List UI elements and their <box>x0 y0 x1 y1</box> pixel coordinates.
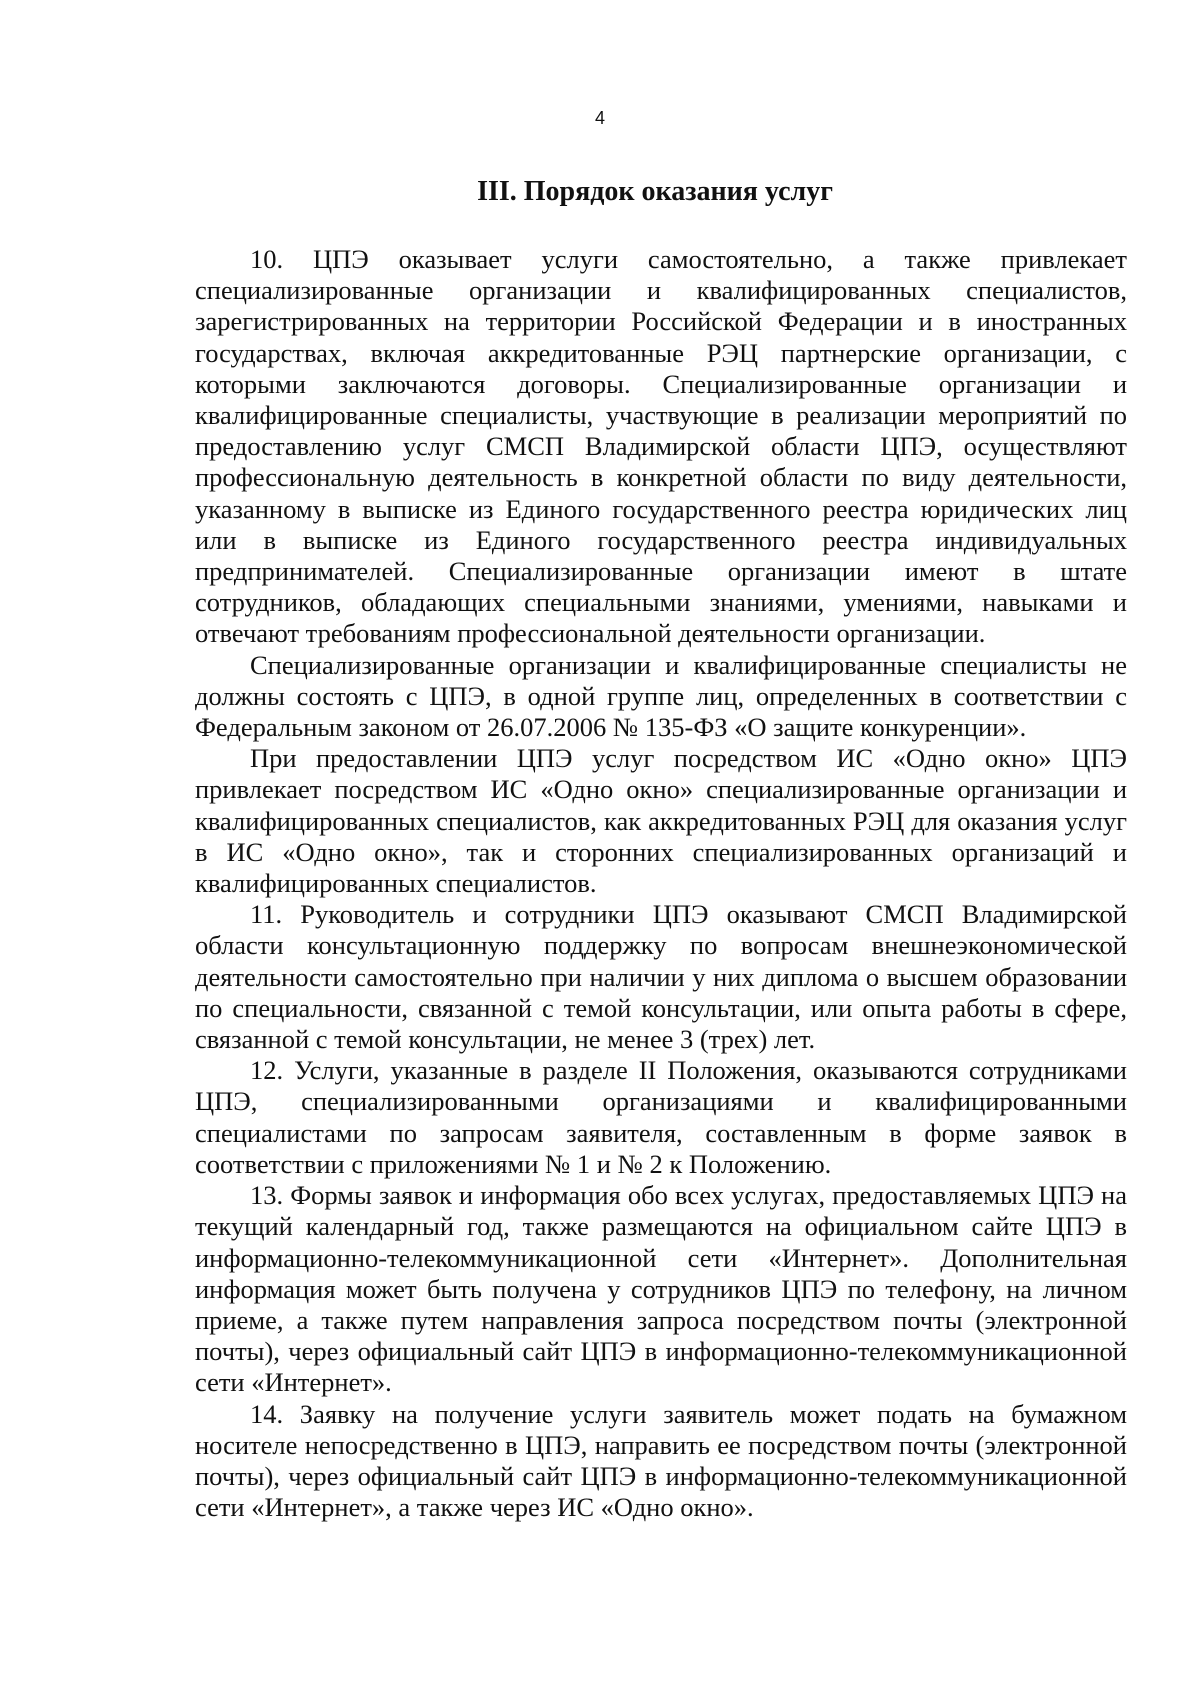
paragraph-11: 11. Руководитель и сотрудники ЦПЭ оказывают СМСП Владимирской области консультационную поддержку по вопросам внешнеэкономической деятельности самостоятельно при наличии у них диплома о высшем образовании по специальности, связанной с темой консультации, или опыта работы в сфере, связанной с темой консультации, не менее 3 (трех) лет. <box>195 899 1127 1055</box>
section-title: III. Порядок оказания услуг <box>477 176 833 207</box>
document-body <box>195 244 1127 1523</box>
paragraph-13: 13. Формы заявок и информация обо всех услугах, предоставляемых ЦПЭ на текущий календарный год, также размещаются на официальном сайте ЦПЭ в информационно-телекоммуникационной сети «Интернет». Дополнительная информация может быть получена у сотрудников ЦПЭ по телефону, на личном приеме, а также путем направления запроса посредством почты (электронной почты), через официальный сайт ЦПЭ в информационно-телекоммуникационной сети «Интернет». <box>195 1180 1127 1398</box>
paragraph-10: 10. ЦПЭ оказывает услуги самостоятельно, а также привлекает специализированные организации и квалифицированных специалистов, зарегистрированных на территории Российской Федерации и в иностранных государствах, включая аккредитованные РЭЦ партнерские организации, с которыми заключаются договоры. Специализированные организации и квалифицированные специалисты, участвующие в реализации мероприятий по предоставлению услуг СМСП Владимирской области ЦПЭ, осуществляют профессиональную деятельность в конкретной области по виду деятельности, указанному в выписке из Единого государственного реестра юридических лиц или в выписке из Единого государственного реестра индивидуальных предпринимателей. Специализированные организации имеют в штате сотрудников, обладающих специальными знаниями, умениями, навыками и отвечают требованиям профессиональной деятельности организации. <box>195 244 1127 649</box>
paragraph-10-one-window: При предоставлении ЦПЭ услуг посредством ИС «Одно окно» ЦПЭ привлекает посредством ИС «Одно окно» специализированные организации и квалифицированных специалистов, как аккредитованных РЭЦ для оказания услуг в ИС «Одно окно», так и сторонних специализированных организаций и квалифицированных специалистов. <box>195 743 1127 899</box>
paragraph-10-affiliation: Специализированные организации и квалифицированные специалисты не должны состоять с ЦПЭ, в одной группе лиц, определенных в соответствии с Федеральным законом от 26.07.2006 № 135-ФЗ «О защите конкуренции». <box>195 649 1127 743</box>
paragraph-14: 14. Заявку на получение услуги заявитель может подать на бумажном носителе непосредственно в ЦПЭ, направить ее посредством почты (электронной почты), через официальный сайт ЦПЭ в информационно-телекоммуникационной сети «Интернет», а также через ИС «Одно окно». <box>195 1398 1127 1523</box>
page-number: 4 <box>594 108 605 128</box>
paragraph-12: 12. Услуги, указанные в разделе II Положения, оказываются сотрудниками ЦПЭ, специализированными организациями и квалифицированными специалистами по запросам заявителя, составленным в форме заявок в соответствии с приложениями № 1 и № 2 к Положению. <box>195 1055 1127 1179</box>
